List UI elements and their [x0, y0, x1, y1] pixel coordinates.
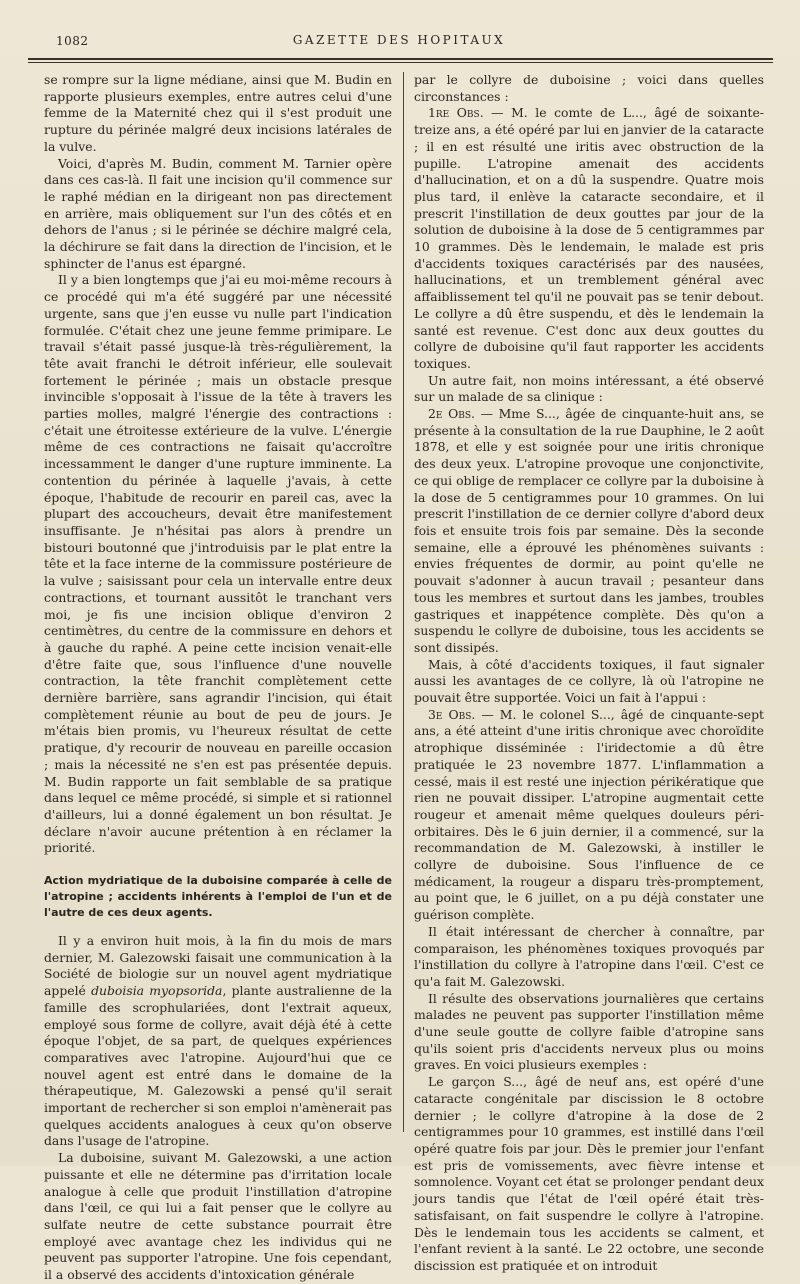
- paragraph: Il résulte des observations journalières que certains malades ne peuvent pas supporter l'instillation même d'une seule goutte de collyre faible d'atropine sans qu'ils soient pris d'accidents nerveux plus ou moins graves. En voici plusieurs exemples :: [414, 990, 764, 1073]
- paragraph: Le garçon S..., âgé de neuf ans, est opéré d'une cataracte congénitale par discission le 8 octobre dernier ; le collyre d'atropine à la dose de 2 centigrammes pour 10 grammes, est instillé dans l'œil opéré quatre fois par jour. Dès le premier jour l'enfant est pris de vomissements, avec fièvre intense et somnolence. Voyant cet état se prolonger pendant deux jours tandis que l'état de l'œil opéré était très-satisfaisant, on fait suspendre le collyre à l'atropine. Dès le lendemain tous les accidents se calment, et l'enfant revient à la santé. Le 22 octobre, une seconde discission est pratiquée et on introduit: [414, 1074, 764, 1273]
- paragraph: par le collyre de duboisine ; voici dans quelles circonstances :: [414, 72, 764, 104]
- column-divider: [403, 72, 404, 1132]
- journal-title: GAZETTE DES HOPITAUX: [292, 33, 506, 47]
- header-rule-thick: [28, 58, 773, 60]
- observation-paragraph: [414, 707, 764, 924]
- paragraph: Mais, à côté d'accidents toxiques, il faut signaler aussi les avantages de ce collyre, là où l'atropine ne pouvait être supportée. Voici un fait à l'appui :: [414, 656, 764, 706]
- observation-paragraph: [414, 406, 764, 657]
- section-title: Action mydriatique de la duboisine comparée à celle de l'atropine ; accidents inhérents à l'emploi de l'un et de l'autre de ces deux agents.: [44, 874, 392, 920]
- observation-paragraph: [414, 105, 764, 372]
- paragraph: Il y a bien longtemps que j'ai eu moi-même recours à ce procédé qui m'a été suggéré par une nécessité urgente, sans que j'en eusse vu nulle part l'indication formulée. C'était chez une jeune femme primipare. Le travail s'était passé jusque-là très-régulièrement, la tête avait franchi le détroit inférieur, elle soulevait fortement le périnée ; mais un obstacle presque invincible s'opposait à l'issue de la tête à travers les parties molles, malgré l'énergie des contractions : c'était une étroitesse extérieure de la vulve. L'énergie même de ces contractions ne faisait qu'accroître incessamment le danger d'une rupture imminente. La contention du périnée à laquelle j'avais, à cette époque, l'habitude de recourir en pareil cas, avec la plupart des accoucheurs, devait être manifestement insuffisante. Je n'hésitai pas alors à prendre un bistouri boutonné que j'introduisis par le plat entre la tête et la face interne de la commissure postérieure de la vulve ; saisissant pour cela un intervalle entre deux contractions, et tournant aussitôt le tranchant vers moi, je fis une incision oblique d'environ 2 centimètres, du centre de la commissure en dehors et à gauche du raphé. A peine cette incision venait-elle d'être faite que, sous l'influence d'une nouvelle contraction, la tête franchit complètement cette dernière barrière, sans agrandir l'incision, qui était complètement réunie au bout de peu de jours. Je m'étais bien promis, vu l'heureux résultat de cette pratique, d'y recourir de nouveau en pareille occasion ; mais la nécessité ne s'en est pas présentée depuis. M. Budin rapporte un fait semblable de sa pratique dans lequel ce même procédé, si simple et si rationnel d'ailleurs, lui a donné également un bon résultat. Je déclare n'avoir aucune prétention à en réclamer la priorité.: [44, 272, 392, 856]
- page-number: 1082: [56, 34, 89, 48]
- text-run: — M. le comte de L..., âgé de soixante-treize ans, a été opéré par lui en janvier de la cataracte ; il en est résulté une iritis avec obstruction de la pupille. L'atropine amenait des accidents d'hallucination, et on a dû la suspendre. Quatre mois plus tard, il enlève la cataracte secondaire, et il prescrit l'instillation de deux gouttes par jour de la solution de duboisine à la dose de 5 centigrammes par 10 grammes. Dès le lendemain, le malade est pris d'accidents toxiques caractérisés par des nausées, hallucinations, et un tremblement général avec affaiblissement tel qu'il ne pouvait pas se tenir debout. Le collyre a dû être suspendu, et dès le lendemain la santé est revenue. C'est donc aux deux gouttes du collyre de duboisine qu'il faut rapporter les accidents toxiques.: [414, 105, 764, 371]
- observation-label: 1re Obs.: [428, 105, 484, 121]
- text-run: Il y a environ huit mois, à la fin du mois de mars dernier, M. Galezowski faisait une communication à la Société de biologie sur un nouvel agent mydriatique appelé: [44, 933, 392, 999]
- text-run: — M. le colonel S..., âgé de cinquante-sept ans, a été atteint d'une iritis chronique avec choroïdite atrophique disséminée : l'iridectomie a dû être pratiquée le 23 novembre 1877. L'inflammation a cessé, mais il est resté une injection périkératique que rien ne pouvait dissiper. L'atropine augmentait cette rougeur et amenait même quelques douleurs péri-orbitaires. Dès le 6 juin dernier, il a commencé, sur la recommandation de M. Galezowski, à instiller le collyre de duboisine. Sous l'influence de ce médicament, la rougeur a disparu très-promptement, au point que, le 6 juillet, on a pu déjà constater une guérison complète.: [414, 706, 764, 923]
- paragraph: Il était intéressant de chercher à connaître, par comparaison, les phénomènes toxiques provoqués par l'instillation du collyre à l'atropine dans l'œil. C'est ce qu'a fait M. Galezowski.: [414, 923, 764, 989]
- right-column: [414, 72, 764, 1275]
- text-run: — Mme S..., âgée de cinquante-huit ans, se présente à la consultation de la rue Dauphine, le 2 août 1878, et elle y est soignée pour une iritis chronique des deux yeux. L'atropine provoque une conjonctivite, ce qui oblige de remplacer ce collyre par la duboisine à la dose de 5 centigrammes pour 10 grammes. On lui prescrit l'instillation de ce dernier collyre d'abord deux fois et ensuite trois fois par semaine. Dès la seconde semaine, elle a éprouvé les phénomènes suivants : envies fréquentes de dormir, au point qu'elle ne pouvait s'adonner à aucun travail ; pesanteur dans tous les membres et surtout dans les jambes, troubles gastriques et inappétence complète. Dès qu'on a suspendu le collyre de duboisine, tous les accidents se sont dissipés.: [414, 406, 764, 655]
- italic-species-name: duboisia myopsorida: [91, 983, 223, 999]
- paragraph: La duboisine, suivant M. Galezowski, a une action puissante et elle ne détermine pas d'irritation locale analogue à celle que produit l'instillation d'atropine dans l'œil, ce qui lui a fait penser que le collyre au sulfate neutre de cette substance pourrait être employé avec avantage chez les individus qui ne peuvent pas supporter l'atropine. Une fois cependant, il a observé des accidents d'intoxication générale: [44, 1150, 392, 1283]
- observation-label: 3e Obs.: [428, 706, 476, 722]
- page-header: [28, 30, 770, 52]
- left-column: [44, 72, 392, 1284]
- paragraph: Voici, d'après M. Budin, comment M. Tarnier opère dans ces cas-là. Il fait une incision qu'il commence sur le raphé médian en la dirigeant non pas directement en arrière, mais obliquement sur l'un des côtés et en dehors de l'anus ; si le périnée se déchire malgré cela, la déchirure se fait dans la direction de l'incision, et le sphincter de l'anus est épargné.: [44, 155, 392, 271]
- paragraph: [44, 933, 392, 1150]
- text-run: , plante australienne de la famille des scrophulariées, dont l'extrait aqueux, employé sous forme de collyre, avait déjà été à cette époque l'objet, de sa part, de quelques expériences comparatives avec l'atropine. Aujourd'hui que ce nouvel agent est entré dans le domaine de la thérapeutique, M. Galezowski a pensé qu'il serait important de rechercher si son emploi n'amènerait pas quelques accidents analogues à ceux qu'on observe dans l'usage de l'atropine.: [44, 983, 392, 1149]
- observation-label: 2e Obs.: [428, 406, 475, 422]
- header-rule-thin: [28, 62, 773, 63]
- paragraph: se rompre sur la ligne médiane, ainsi que M. Budin en rapporte plusieurs exemples, entre autres celui d'une femme de la Maternité chez qui il s'est produit une rupture du périnée malgré deux incisions latérales de la vulve.: [44, 72, 392, 154]
- paragraph: Un autre fait, non moins intéressant, a été observé sur un malade de sa clinique :: [414, 372, 764, 405]
